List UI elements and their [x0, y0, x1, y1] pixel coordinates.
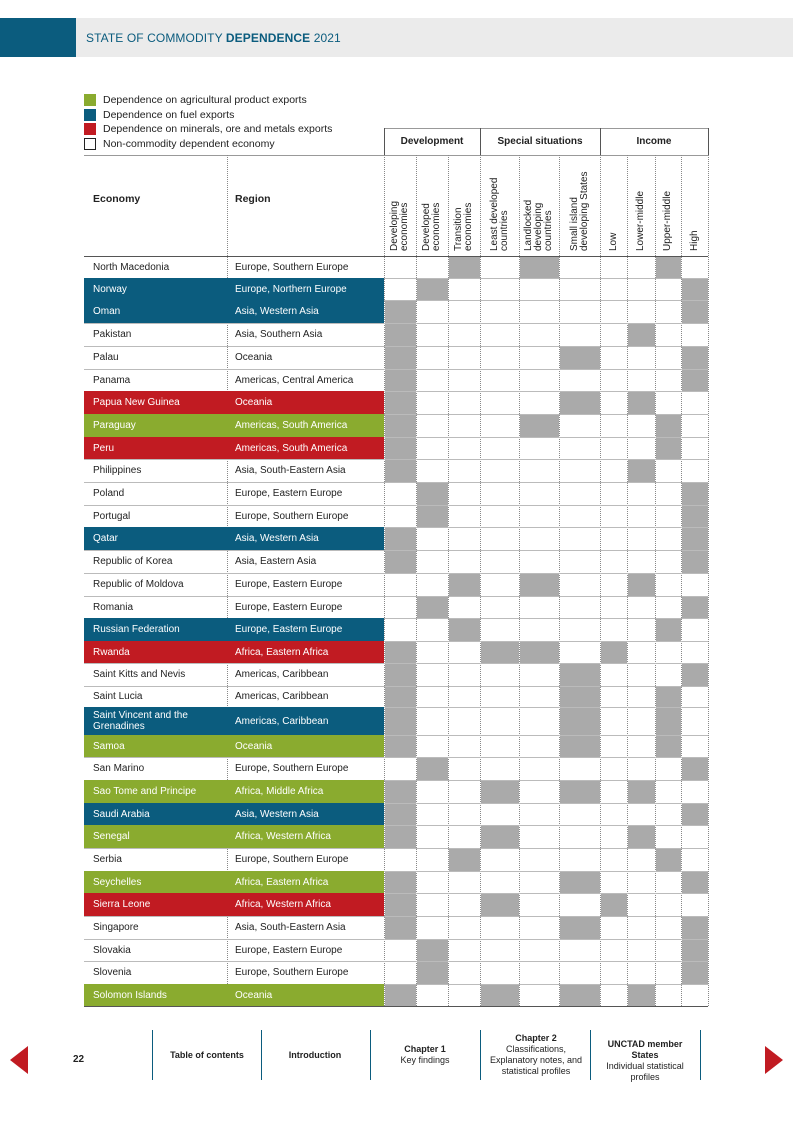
legend-item [84, 123, 404, 135]
column-header-landlocked-developing-countries: developing [533, 202, 544, 251]
footer-divider [700, 1030, 701, 1080]
economy-cell: Panama [93, 374, 131, 386]
economy-cell: Romania [93, 601, 134, 613]
economy-cell: Rwanda [84, 641, 227, 663]
economy-cell: Sao Tome and Principe [84, 780, 227, 803]
nav-title: Table of contents [170, 1049, 244, 1060]
footer-divider [261, 1030, 262, 1080]
classification-mark [520, 574, 559, 596]
economy-cell: Republic of Moldova [93, 579, 184, 590]
nav-title: Chapter 2 [515, 1033, 557, 1043]
classification-mark [628, 826, 655, 848]
classification-mark [628, 781, 655, 803]
region-cell: Europe, Northern Europe [227, 278, 384, 300]
classification-mark [385, 781, 416, 803]
classification-mark [682, 551, 708, 573]
economy-cell: Russian Federation [84, 618, 227, 641]
economy-cell: Saint Lucia [93, 691, 143, 702]
footer-divider [590, 1030, 591, 1080]
economy-cell: Singapore [93, 922, 139, 933]
table-top-rule [384, 128, 708, 129]
economy-cell: Papua New Guinea [84, 391, 227, 414]
region-cell: Europe, Southern Europe [235, 261, 349, 273]
group-header: Special situations [497, 136, 583, 147]
region-cell: Europe, Eastern Europe [235, 488, 343, 499]
classification-mark [682, 804, 708, 825]
economy-cell: Saudi Arabia [84, 803, 227, 825]
column-separator [600, 155, 601, 1006]
classification-mark [385, 804, 416, 825]
classification-mark [656, 687, 681, 707]
classification-mark [385, 347, 416, 369]
classification-mark [656, 708, 681, 735]
classification-mark [628, 392, 655, 414]
classification-mark [449, 619, 480, 641]
classification-mark [520, 415, 559, 437]
classification-mark [385, 528, 416, 550]
column-header-transition-economies: economies [463, 202, 474, 251]
economy-cell: Solomon Islands [84, 984, 227, 1006]
classification-mark [385, 985, 416, 1006]
classification-mark [560, 664, 600, 686]
economy-cell: Portugal [93, 510, 131, 522]
legend-swatch [84, 138, 96, 150]
classification-mark [385, 826, 416, 848]
previous-page-arrow-icon[interactable] [10, 1046, 28, 1074]
page-number: 22 [73, 1054, 85, 1065]
group-divider [384, 128, 385, 155]
economy-cell: Paraguay [84, 414, 227, 437]
region-cell: Africa, Middle Africa [227, 780, 384, 803]
region-cell: Asia, Western Asia [227, 803, 384, 825]
column-separator [480, 155, 481, 1006]
economy-cell: Norway [84, 278, 227, 300]
classification-mark [682, 370, 708, 391]
economy-cell: Pakistan [93, 329, 132, 340]
nav-title: Introduction [288, 1049, 342, 1060]
classification-mark [560, 872, 600, 893]
nav-chapter-1[interactable] [373, 1044, 477, 1066]
classification-mark [481, 826, 519, 848]
report-title: STATE OF COMMODITY DEPENDENCE 2021 [86, 31, 341, 45]
nav-introduction[interactable] [263, 1050, 367, 1061]
classification-mark [560, 736, 600, 757]
classification-mark [682, 528, 708, 550]
legend-label: Dependence on agricultural product exports [103, 94, 307, 106]
classification-mark [385, 370, 416, 391]
column-separator [708, 155, 709, 1006]
classification-mark [628, 985, 655, 1006]
economy-cell: Oman [84, 300, 227, 323]
region-cell: Asia, Western Asia [227, 527, 384, 550]
classification-mark [560, 781, 600, 803]
classification-mark [682, 962, 708, 984]
classification-mark [385, 324, 416, 346]
nav-subtitle: Individual statistical profiles [606, 1060, 684, 1082]
classification-mark [656, 736, 681, 757]
classification-mark [560, 985, 600, 1006]
region-cell: Europe, Eastern Europe [227, 618, 384, 641]
legend-label: Non-commodity dependent economy [103, 137, 275, 150]
region-cell: Africa, Western Africa [227, 825, 384, 848]
classification-mark [481, 985, 519, 1006]
region-cell: Asia, Western Asia [227, 300, 384, 323]
legend-label: Dependence on fuel exports [103, 108, 235, 121]
region-cell: Europe, Eastern Europe [235, 601, 343, 613]
classification-mark [656, 619, 681, 641]
group-header: Development [400, 136, 464, 147]
group-divider [480, 128, 481, 155]
classification-mark [481, 642, 519, 663]
economy-cell: Peru [84, 437, 227, 459]
classification-mark [449, 574, 480, 596]
economy-cell: Philippines [93, 465, 142, 476]
column-separator [655, 155, 656, 1006]
classification-mark [481, 894, 519, 916]
classification-mark [601, 642, 627, 663]
region-cell: Europe, Southern Europe [235, 763, 349, 774]
table-bottom-rule [84, 1006, 708, 1007]
region-cell: Europe, Southern Europe [235, 967, 349, 978]
column-header-landlocked-developing-countries: countries [543, 210, 554, 251]
classification-mark [656, 257, 681, 278]
nav-table-of-contents[interactable] [155, 1050, 259, 1061]
region-cell: Asia, Southern Asia [235, 329, 323, 340]
classification-mark [656, 415, 681, 437]
next-page-arrow-icon[interactable] [765, 1046, 783, 1074]
classification-mark [560, 917, 600, 939]
region-cell: Oceania [235, 352, 273, 363]
classification-mark [520, 257, 559, 278]
classification-mark [417, 483, 448, 505]
classification-mark [560, 687, 600, 707]
classification-mark [417, 506, 448, 527]
region-cell: Americas, South America [227, 414, 384, 437]
classification-mark [417, 962, 448, 984]
classification-mark [682, 758, 708, 780]
classification-mark [385, 438, 416, 459]
classification-mark [417, 279, 448, 300]
classification-mark [628, 574, 655, 596]
legend-swatch [84, 109, 96, 121]
column-header-low: Low [607, 232, 619, 251]
classification-mark [385, 664, 416, 686]
legend-item [84, 109, 404, 121]
region-cell: Africa, Western Africa [227, 893, 384, 916]
economy-cell: North Macedonia [93, 261, 170, 273]
classification-mark [682, 664, 708, 686]
classification-mark [417, 597, 448, 618]
classification-mark [385, 642, 416, 663]
region-cell: Americas, Caribbean [227, 707, 384, 735]
classification-mark [628, 460, 655, 482]
region-cell: Americas, South America [227, 437, 384, 459]
region-cell: Oceania [227, 391, 384, 414]
classification-mark [682, 301, 708, 323]
classification-mark [628, 324, 655, 346]
header-accent-block [0, 18, 76, 57]
classification-mark [682, 347, 708, 369]
classification-mark [601, 894, 627, 916]
classification-mark [385, 687, 416, 707]
economy-cell: Poland [93, 488, 125, 499]
region-cell: Africa, Eastern Africa [227, 871, 384, 893]
column-header-high: High [688, 230, 700, 251]
classification-mark [385, 551, 416, 573]
classification-mark [417, 758, 448, 780]
classification-mark [682, 872, 708, 893]
legend-label: Dependence on minerals, ore and metals exports [103, 123, 333, 135]
column-header-developing-economies: economies [399, 202, 410, 251]
economy-cell: Slovakia [93, 944, 131, 956]
legend-swatch [84, 123, 96, 135]
group-divider [708, 128, 709, 155]
economy-cell: Seychelles [84, 871, 227, 893]
column-header-small-island-developing-states: developing States [578, 171, 590, 251]
classification-mark [449, 257, 480, 278]
legend-item [84, 138, 404, 150]
region-cell: Asia, South-Eastern Asia [235, 465, 346, 476]
column-header-transition-economies: Transition [453, 207, 464, 251]
classification-mark [520, 642, 559, 663]
region-cell: Americas, Central America [235, 374, 354, 386]
classification-mark [385, 301, 416, 323]
classification-mark [656, 438, 681, 459]
classification-mark [385, 872, 416, 893]
column-header-developed-economies: Developed [421, 203, 432, 251]
column-header-developed-economies: economies [431, 202, 442, 251]
classification-mark [682, 940, 708, 961]
column-header-small-island-developing-states: Small island [568, 197, 580, 251]
region-cell: Europe, Eastern Europe [235, 944, 343, 956]
region-cell: Asia, South-Eastern Asia [235, 922, 346, 933]
classification-mark [560, 708, 600, 735]
region-column-header: Region [235, 193, 271, 205]
legend-swatch [84, 94, 96, 106]
footer-divider [152, 1030, 153, 1080]
classification-mark [682, 483, 708, 505]
classification-mark [449, 849, 480, 871]
classification-mark [682, 917, 708, 939]
region-cell: Oceania [227, 984, 384, 1006]
nav-title: UNCTAD member States [607, 1038, 683, 1060]
region-cell: Asia, Eastern Asia [235, 556, 317, 567]
column-header-least-developed-countries: Least developed [488, 177, 500, 251]
group-header-rule [384, 155, 708, 156]
group-header: Income [636, 136, 672, 147]
classification-mark [560, 392, 600, 414]
nav-title: Chapter 1 [404, 1044, 446, 1054]
classification-mark [682, 506, 708, 527]
classification-mark [385, 460, 416, 482]
nav-subtitle: Classifications, Explanatory notes, and statistical profiles [489, 1044, 583, 1076]
classification-mark [481, 781, 519, 803]
header-top-rule [84, 155, 384, 156]
legend-item [84, 94, 404, 106]
economy-column-header: Economy [93, 193, 141, 205]
classification-mark [385, 894, 416, 916]
footer-divider [480, 1030, 481, 1080]
nav-chapter-2[interactable] [484, 1033, 588, 1077]
economy-cell: Sierra Leone [84, 893, 227, 916]
classification-mark [417, 940, 448, 961]
nav-member-states[interactable] [593, 1039, 697, 1083]
economy-cell: Republic of Korea [93, 556, 173, 567]
economy-cell: Saint Kitts and Nevis [93, 669, 186, 680]
economy-cell: San Marino [93, 763, 145, 774]
economy-cell: Slovenia [93, 967, 132, 978]
economy-cell: Palau [93, 352, 119, 363]
classification-mark [682, 597, 708, 618]
group-divider [600, 128, 601, 155]
region-cell: Oceania [227, 735, 384, 757]
region-cell: Europe, Southern Europe [235, 510, 349, 522]
region-cell: Europe, Eastern Europe [235, 579, 343, 590]
region-cell: Africa, Eastern Africa [227, 641, 384, 663]
region-cell: Europe, Southern Europe [235, 854, 349, 865]
column-header-developing-economies: Developing [389, 200, 400, 251]
classification-mark [385, 917, 416, 939]
column-header-landlocked-developing-countries: Landlocked [523, 199, 534, 251]
column-header-least-developed-countries: countries [498, 210, 510, 251]
classification-mark [385, 392, 416, 414]
economy-cell: Senegal [84, 825, 227, 848]
column-header-upper-middle: Upper-middle [662, 190, 673, 251]
economy-cell: Serbia [93, 854, 122, 865]
column-header-lower-middle: Lower-middle [635, 190, 646, 251]
footer-divider [370, 1030, 371, 1080]
classification-mark [682, 279, 708, 300]
economy-cell: Qatar [84, 527, 227, 550]
classification-mark [656, 849, 681, 871]
economy-cell: Samoa [84, 735, 227, 757]
economy-cell: Saint Vincent and the Grenadines [84, 707, 227, 735]
classification-mark [560, 347, 600, 369]
classification-mark [385, 736, 416, 757]
classification-mark [385, 708, 416, 735]
classification-mark [385, 415, 416, 437]
region-cell: Americas, Caribbean [235, 669, 329, 680]
nav-subtitle: Key findings [400, 1055, 450, 1065]
region-cell: Americas, Caribbean [235, 691, 329, 702]
